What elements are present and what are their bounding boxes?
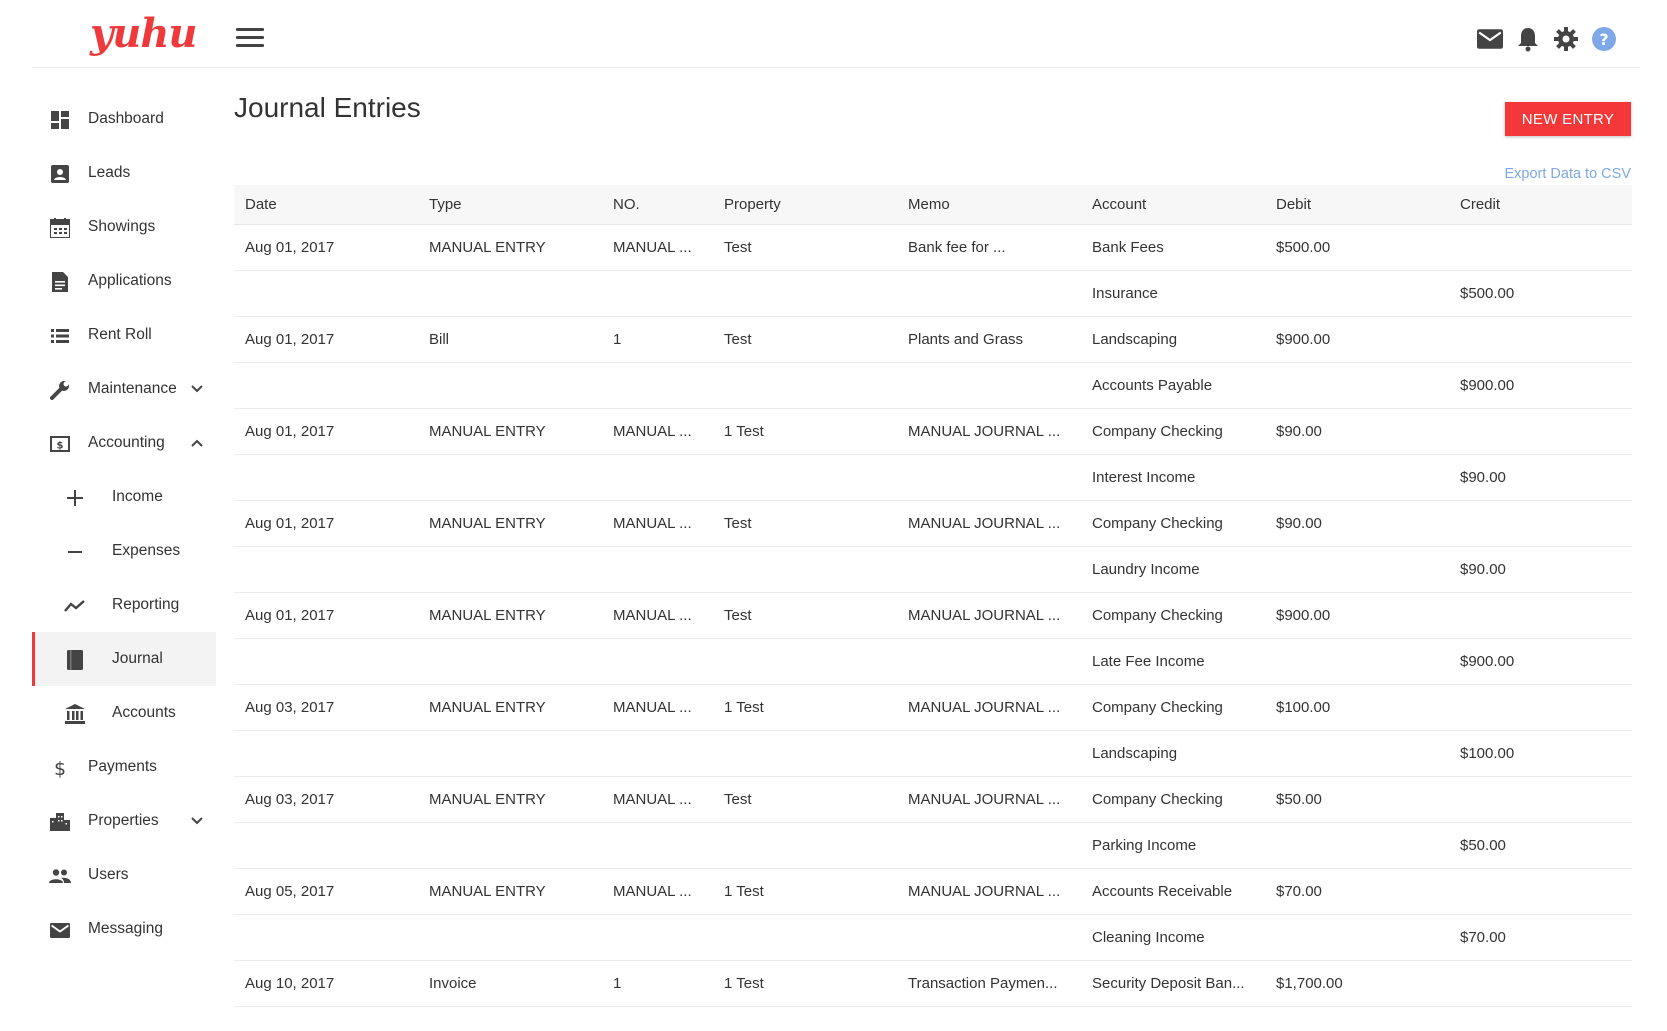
property-cell: 1 Test [724, 975, 764, 992]
date-cell: Aug 01, 2017 [245, 239, 335, 256]
account-cell: Company Checking [1092, 423, 1223, 440]
sidebar-item-label: Accounts [112, 704, 176, 721]
sidebar-item-label: Journal [112, 650, 163, 667]
document-icon [49, 271, 71, 293]
account-cell: Laundry Income [1092, 561, 1200, 578]
svg-text:$: $ [56, 440, 64, 452]
memo-cell: Bank fee for ... [908, 239, 1006, 256]
yuhu-logo[interactable]: yuhu [90, 10, 197, 57]
table-row[interactable] [234, 685, 1632, 731]
property-cell: 1 Test [724, 423, 764, 440]
table-row[interactable] [234, 961, 1632, 1007]
debit-cell: $500.00 [1276, 239, 1331, 256]
building-icon [49, 811, 71, 833]
sidebar-item-dashboard[interactable] [32, 92, 216, 146]
chevron-down-icon[interactable] [190, 382, 204, 396]
number-cell: MANUAL ... [613, 699, 692, 716]
export-csv-link[interactable]: Export Data to CSV [1504, 166, 1631, 182]
number-cell: MANUAL ... [613, 791, 692, 808]
account-cell: Company Checking [1092, 515, 1223, 532]
number-cell: MANUAL ... [613, 239, 692, 256]
property-cell: Test [724, 607, 752, 624]
contact-card-icon [49, 163, 71, 185]
sidebar-item-expenses[interactable] [32, 524, 216, 578]
chevron-up-icon[interactable] [190, 436, 204, 450]
date-cell: Aug 10, 2017 [245, 975, 335, 992]
sidebar-item-label: Users [88, 866, 129, 883]
plus-icon [64, 487, 86, 509]
sidebar-item-reporting[interactable] [32, 578, 216, 632]
date-cell: Aug 01, 2017 [245, 423, 335, 440]
memo-cell: MANUAL JOURNAL ... [908, 515, 1061, 532]
account-cell: Interest Income [1092, 469, 1196, 486]
debit-cell: $50.00 [1276, 791, 1322, 808]
type-cell: MANUAL ENTRY [429, 607, 546, 624]
column-header-type[interactable]: Type [429, 196, 462, 213]
users-icon [49, 865, 71, 887]
property-cell: Test [724, 239, 752, 256]
column-header-date[interactable]: Date [245, 196, 277, 213]
sidebar-item-label: Messaging [88, 920, 163, 937]
account-cell: Insurance [1092, 285, 1158, 302]
sidebar-item-label: Payments [88, 758, 157, 775]
sidebar-item-accounts[interactable] [32, 686, 216, 740]
number-cell: MANUAL ... [613, 883, 692, 900]
menu-toggle-button[interactable] [236, 28, 264, 50]
credit-cell: $100.00 [1460, 745, 1515, 762]
memo-cell: Transaction Paymen... [908, 975, 1058, 992]
hamburger-icon [236, 28, 264, 31]
table-row[interactable] [234, 363, 1632, 409]
table-row[interactable] [234, 731, 1632, 777]
sidebar-item-label: Leads [88, 164, 131, 181]
date-cell: Aug 01, 2017 [245, 515, 335, 532]
property-cell: Test [724, 791, 752, 808]
chevron-down-icon[interactable] [190, 814, 204, 828]
mail-icon[interactable] [1476, 25, 1504, 53]
type-cell: MANUAL ENTRY [429, 699, 546, 716]
memo-cell: MANUAL JOURNAL ... [908, 883, 1061, 900]
date-cell: Aug 01, 2017 [245, 331, 335, 348]
account-cell: Landscaping [1092, 331, 1178, 348]
sidebar-item-journal[interactable] [32, 632, 216, 686]
header-actions [1466, 25, 1618, 53]
debit-cell: $1,700.00 [1276, 975, 1343, 992]
envelope-icon [49, 919, 71, 941]
sidebar-item-showings[interactable] [32, 200, 216, 254]
date-cell: Aug 01, 2017 [245, 607, 335, 624]
table-row[interactable] [234, 777, 1632, 823]
sidebar-item-label: Dashboard [88, 110, 164, 127]
property-cell: Test [724, 515, 752, 532]
sidebar-item-leads[interactable] [32, 146, 216, 200]
type-cell: Invoice [429, 975, 477, 992]
credit-cell: $900.00 [1460, 653, 1515, 670]
sidebar-nav [32, 92, 216, 956]
svg-text:$: $ [53, 758, 67, 778]
credit-cell: $500.00 [1460, 285, 1515, 302]
number-cell: MANUAL ... [613, 607, 692, 624]
sidebar-item-label: Properties [88, 812, 159, 829]
gear-icon[interactable] [1552, 25, 1580, 53]
property-cell: 1 Test [724, 699, 764, 716]
column-header-no[interactable]: NO. [613, 196, 640, 213]
debit-cell: $100.00 [1276, 699, 1331, 716]
dollar-icon [49, 757, 71, 779]
sidebar-item-label: Accounting [88, 434, 165, 451]
book-icon [64, 649, 86, 671]
credit-cell: $70.00 [1460, 929, 1506, 946]
sidebar-item-label: Income [112, 488, 163, 505]
sidebar-item-label: Showings [88, 218, 156, 235]
account-cell: Late Fee Income [1092, 653, 1205, 670]
account-cell: Accounts Receivable [1092, 883, 1233, 900]
sidebar-item-messaging[interactable] [32, 902, 216, 956]
debit-cell: $90.00 [1276, 515, 1322, 532]
column-header-memo[interactable]: Memo [908, 196, 950, 213]
account-cell: Bank Fees [1092, 239, 1164, 256]
credit-cell: $50.00 [1460, 837, 1506, 854]
type-cell: MANUAL ENTRY [429, 239, 546, 256]
account-cell: Landscaping [1092, 745, 1178, 762]
sidebar-item-maintenance[interactable] [32, 362, 216, 416]
account-cell: Cleaning Income [1092, 929, 1205, 946]
table-row[interactable] [234, 547, 1632, 593]
trend-line-icon [64, 595, 86, 617]
sidebar-item-rent-roll[interactable] [32, 308, 216, 362]
table-row[interactable] [234, 225, 1632, 271]
new-entry-button[interactable]: NEW ENTRY [1505, 102, 1631, 136]
sidebar-item-label: Expenses [112, 542, 181, 559]
sidebar-item-label: Rent Roll [88, 326, 152, 343]
debit-cell: $900.00 [1276, 331, 1331, 348]
page-title: Journal Entries [234, 92, 421, 123]
type-cell: MANUAL ENTRY [429, 791, 546, 808]
wrench-icon [49, 379, 71, 401]
credit-cell: $900.00 [1460, 377, 1515, 394]
table-row[interactable] [234, 409, 1632, 455]
number-cell: MANUAL ... [613, 515, 692, 532]
table-row[interactable] [234, 317, 1632, 363]
sidebar-item-accounting[interactable] [32, 416, 216, 470]
account-cell: Security Deposit Ban... [1092, 975, 1245, 992]
column-header-credit[interactable]: Credit [1460, 196, 1501, 213]
list-icon [49, 325, 71, 347]
app-header [32, 0, 1640, 68]
memo-cell: Plants and Grass [908, 331, 1024, 348]
table-row[interactable] [234, 271, 1632, 317]
property-cell: Test [724, 331, 752, 348]
property-cell: 1 Test [724, 883, 764, 900]
table-row[interactable] [234, 593, 1632, 639]
type-cell: Bill [429, 331, 450, 348]
debit-cell: $70.00 [1276, 883, 1322, 900]
credit-cell: $90.00 [1460, 469, 1506, 486]
minus-icon [64, 541, 86, 563]
memo-cell: MANUAL JOURNAL ... [908, 699, 1061, 716]
sidebar-item-payments[interactable] [32, 740, 216, 794]
account-cell: Accounts Payable [1092, 377, 1213, 394]
table-row[interactable] [234, 869, 1632, 915]
credit-cell: $90.00 [1460, 561, 1506, 578]
column-header-debit[interactable]: Debit [1276, 196, 1312, 213]
number-cell: 1 [613, 975, 622, 992]
number-cell: MANUAL ... [613, 423, 692, 440]
memo-cell: MANUAL JOURNAL ... [908, 423, 1061, 440]
sidebar-item-label: Applications [88, 272, 172, 289]
sidebar-item-users[interactable] [32, 848, 216, 902]
number-cell: 1 [613, 331, 622, 348]
calendar-icon [49, 217, 71, 239]
journal-table [234, 185, 1632, 1007]
date-cell: Aug 05, 2017 [245, 883, 335, 900]
memo-cell: MANUAL JOURNAL ... [908, 607, 1061, 624]
table-row[interactable] [234, 455, 1632, 501]
column-header-account[interactable]: Account [1092, 196, 1147, 213]
money-icon [49, 433, 71, 455]
account-cell: Parking Income [1092, 837, 1197, 854]
bell-icon[interactable] [1514, 25, 1542, 53]
column-header-property[interactable]: Property [724, 196, 781, 213]
type-cell: MANUAL ENTRY [429, 515, 546, 532]
table-row[interactable] [234, 501, 1632, 547]
sidebar-item-applications[interactable] [32, 254, 216, 308]
table-row[interactable] [234, 915, 1632, 961]
table-header [234, 185, 1632, 225]
sidebar-item-label: Maintenance [88, 380, 177, 397]
table-body [234, 225, 1632, 1007]
debit-cell: $900.00 [1276, 607, 1331, 624]
table-row[interactable] [234, 639, 1632, 685]
help-icon[interactable] [1590, 25, 1618, 53]
sidebar-item-label: Reporting [112, 596, 180, 613]
date-cell: Aug 03, 2017 [245, 699, 335, 716]
date-cell: Aug 03, 2017 [245, 791, 335, 808]
svg-text:?: ? [1599, 30, 1609, 49]
debit-cell: $90.00 [1276, 423, 1322, 440]
account-cell: Company Checking [1092, 699, 1223, 716]
account-cell: Company Checking [1092, 791, 1223, 808]
memo-cell: MANUAL JOURNAL ... [908, 791, 1061, 808]
sidebar-item-properties[interactable] [32, 794, 216, 848]
type-cell: MANUAL ENTRY [429, 883, 546, 900]
bank-icon [64, 703, 86, 725]
dashboard-icon [49, 109, 71, 131]
table-row[interactable] [234, 823, 1632, 869]
account-cell: Company Checking [1092, 607, 1223, 624]
type-cell: MANUAL ENTRY [429, 423, 546, 440]
sidebar-item-income[interactable] [32, 470, 216, 524]
